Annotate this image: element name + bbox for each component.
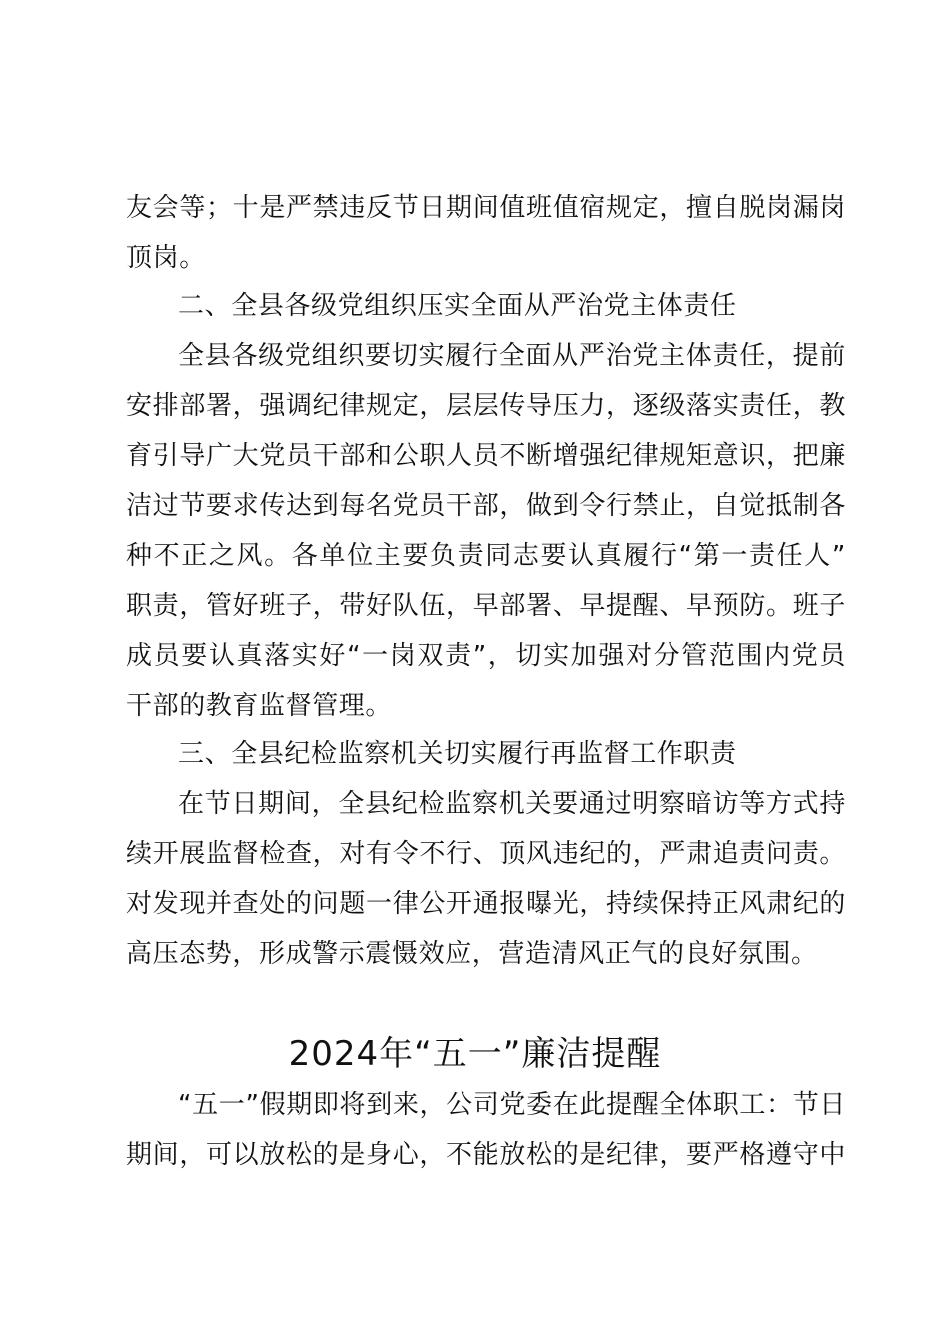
section-heading: 二、全县各级党组织压实全面从严治党主体责任 bbox=[178, 291, 737, 321]
section-heading: 三、全县纪检监察机关切实履行再监督工作职责 bbox=[178, 739, 737, 769]
paragraph-line: 干部的教育监督管理。 bbox=[126, 691, 393, 721]
paragraph-line: 洁过节要求传达到每名党员干部，做到令行禁止，自觉抵制各 bbox=[126, 491, 846, 521]
paragraph-line: 安排部署，强调纪律规定，层层传导压力，逐级落实责任，教 bbox=[126, 391, 846, 421]
paragraph-line: 全县各级党组织要切实履行全面从严治党主体责任，提前 bbox=[178, 341, 846, 371]
paragraph-line: 友会等；十是严禁违反节日期间值班值宿规定，擅自脱岗漏岗 bbox=[126, 193, 846, 223]
paragraph-line: 职责，管好班子，带好队伍，早部署、早提醒、早预防。班子 bbox=[126, 591, 846, 621]
paragraph-line: 成员要认真落实好“一岗双责”，切实加强对分管范围内党员 bbox=[126, 641, 846, 671]
document-title: 2024年“五一”廉洁提醒 bbox=[288, 1034, 662, 1074]
paragraph-line: 期间，可以放松的是身心，不能放松的是纪律，要严格遵守中 bbox=[126, 1140, 846, 1170]
paragraph-line: 在节日期间，全县纪检监察机关要通过明察暗访等方式持 bbox=[178, 789, 846, 819]
paragraph-line: 顶岗。 bbox=[126, 243, 206, 273]
paragraph-line: 育引导广大党员干部和公职人员不断增强纪律规矩意识，把廉 bbox=[126, 441, 846, 471]
paragraph-line: 种不正之风。各单位主要负责同志要认真履行“第一责任人” bbox=[126, 541, 846, 571]
paragraph-line: 续开展监督检查，对有令不行、顶风违纪的，严肃追责问责。 bbox=[126, 839, 846, 869]
paragraph-line: 高压态势，形成警示震慑效应，营造清风正气的良好氛围。 bbox=[126, 939, 818, 969]
paragraph-line: 对发现并查处的问题一律公开通报曝光，持续保持正风肃纪的 bbox=[126, 889, 846, 919]
paragraph-line: “五一”假期即将到来，公司党委在此提醒全体职工：节日 bbox=[178, 1090, 846, 1120]
